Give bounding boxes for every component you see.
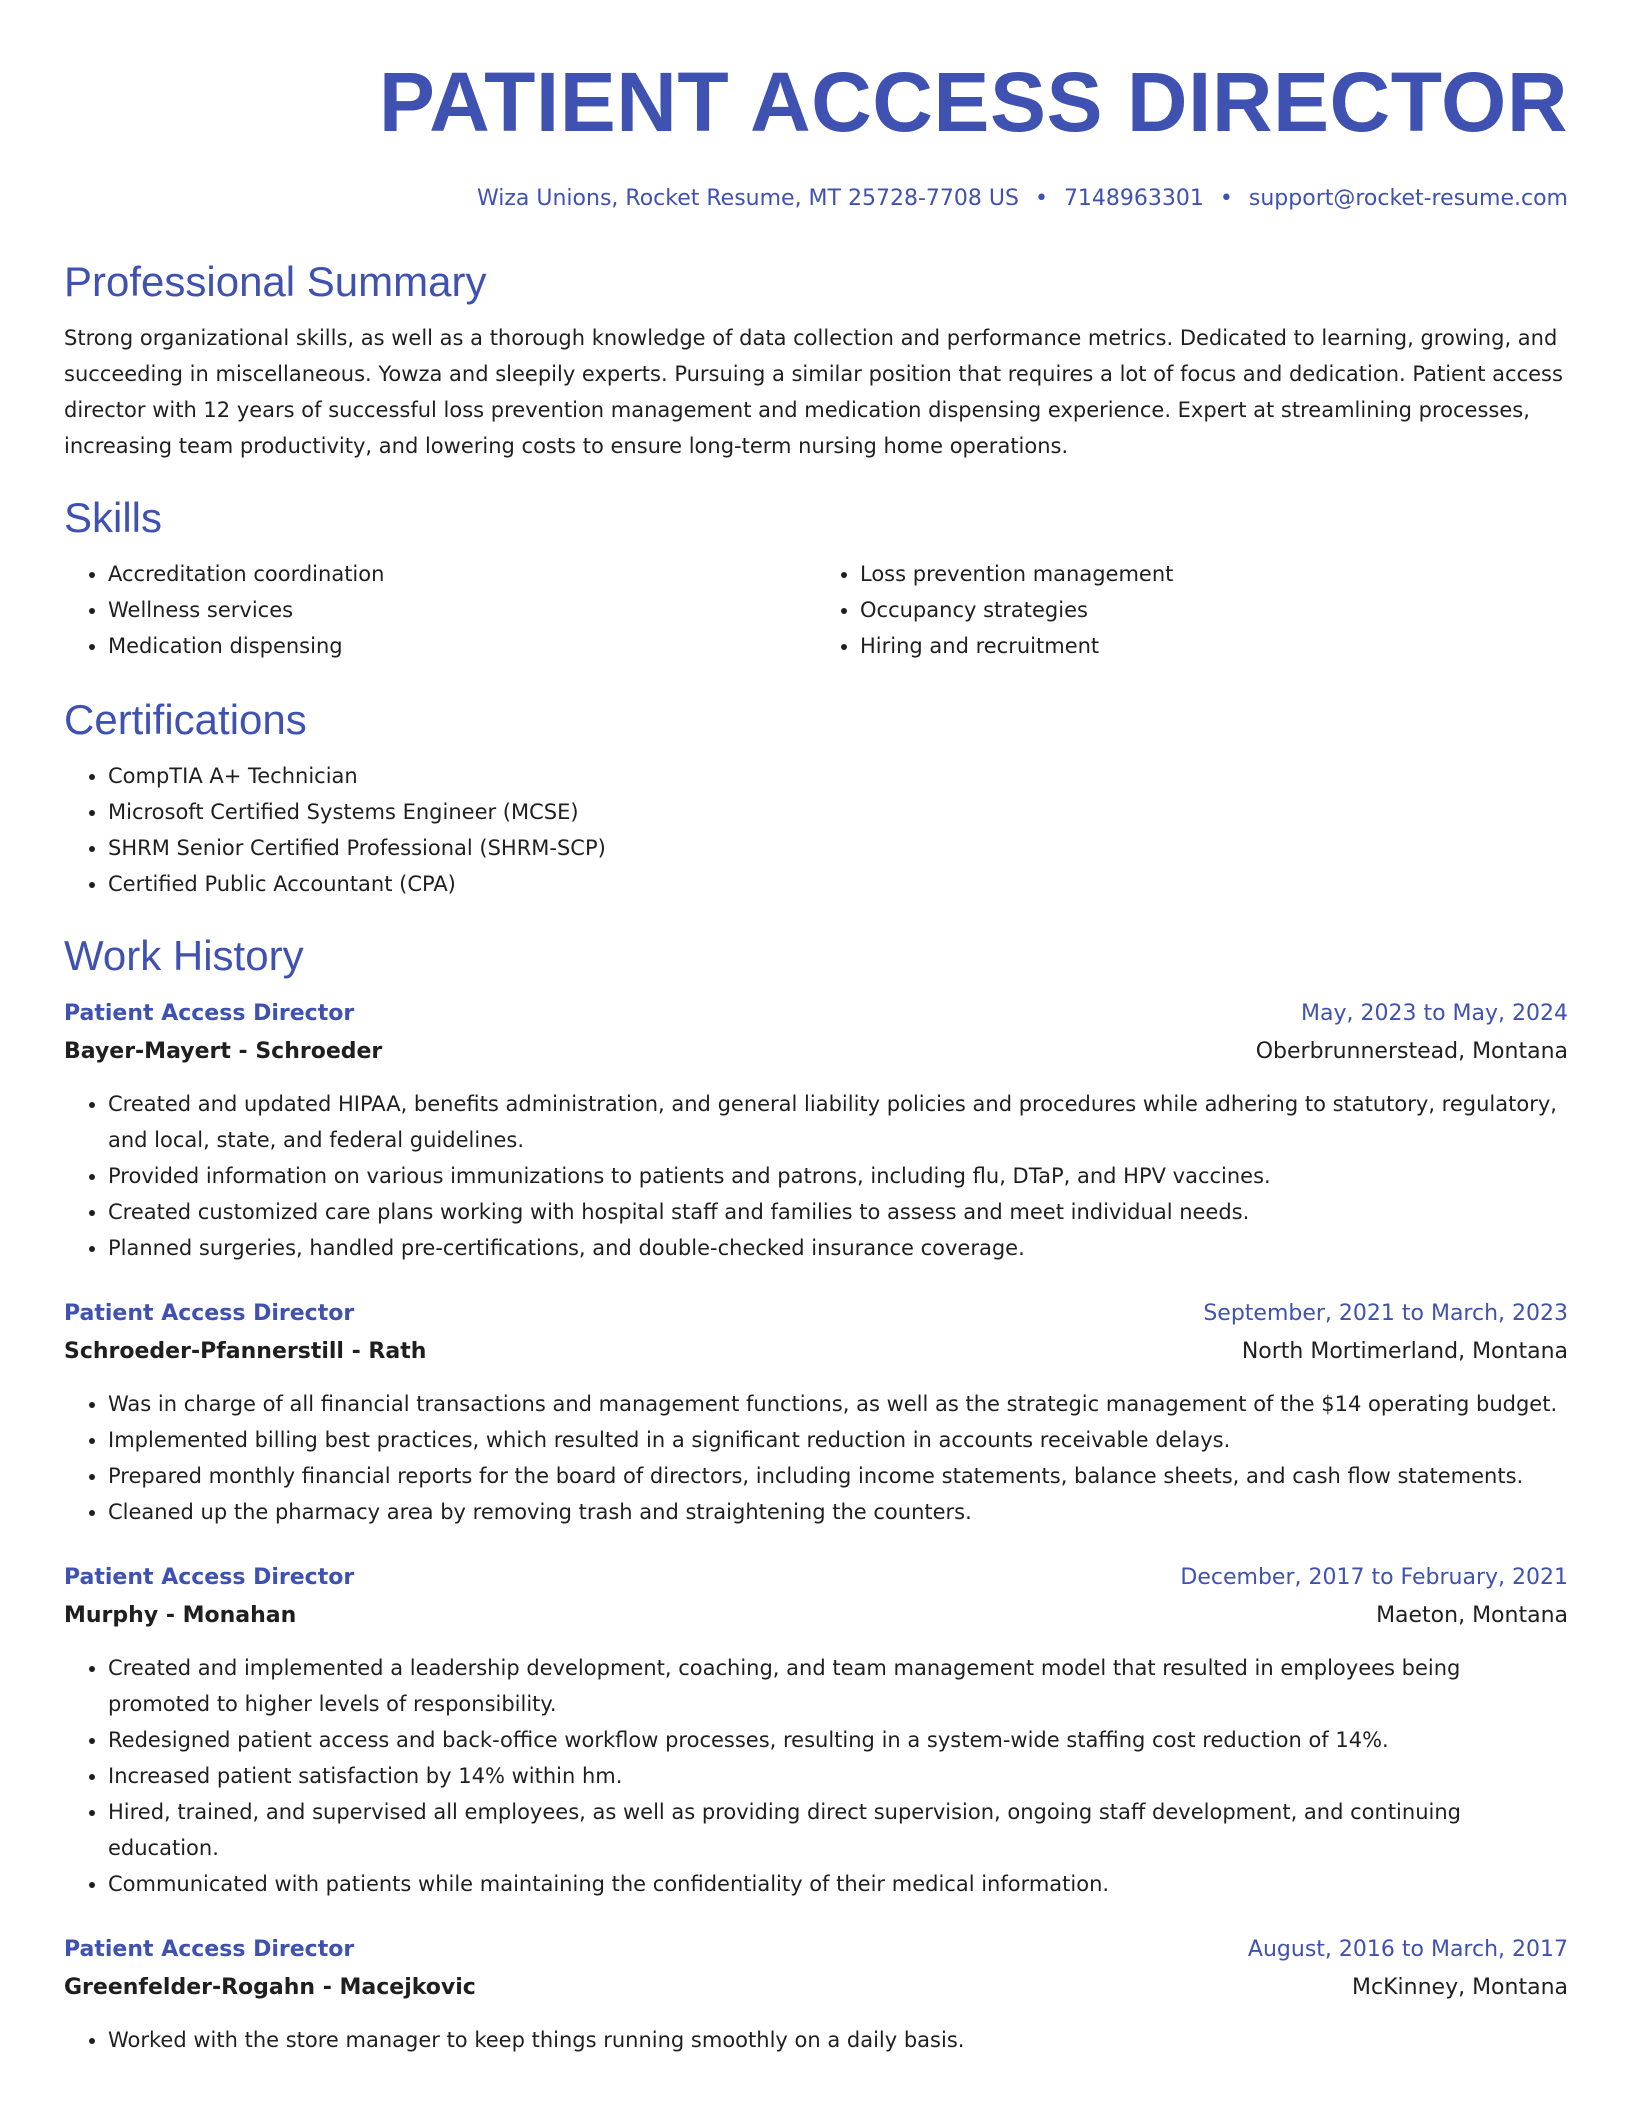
- certifications-section: [64, 696, 1568, 902]
- contact-address: Wiza Unions, Rocket Resume, MT 25728-7708 US: [476, 186, 1019, 211]
- skill-item: • Wellness services: [108, 592, 816, 628]
- contact-phone: 7148963301: [1063, 186, 1204, 211]
- job-title: Patient Access Director: [64, 1565, 355, 1590]
- job-bullet: • Increased patient satisfaction by 14% within hm.: [108, 1758, 1568, 1794]
- job-location: Maeton, Montana: [1376, 1603, 1568, 1628]
- job-bullet: • Cleaned up the pharmacy area by removing trash and straightening the counters.: [108, 1494, 1568, 1530]
- skills-list-left: [64, 556, 816, 664]
- contact-separator: •: [1219, 186, 1233, 211]
- job-bullet: • Communicated with patients while maintaining the confidentiality of their medical information.: [108, 1866, 1568, 1902]
- summary-text: Strong organizational skills, as well as a thorough knowledge of data collection and performance metrics. Dedicated to learning, growing, and succeeding in miscellaneous. Yowza and sleepily experts. Pursuing a similar position that requires a lot of focus and dedication. Patient access director with 12 years of successful loss prevention management and medication dispensing experience. Expert at streamlining processes, increasing team productivity, and lowering costs to ensure long-term nursing home operations.: [64, 326, 1563, 458]
- job-bullet: • Planned surgeries, handled pre-certifications, and double-checked insurance coverage.: [108, 1230, 1568, 1266]
- skill-item: • Medication dispensing: [108, 628, 816, 664]
- skill-item: • Occupancy strategies: [860, 592, 1568, 628]
- skills-list-right: [816, 556, 1568, 664]
- contact-email: support@rocket-resume.com: [1248, 186, 1568, 211]
- skills-section: [64, 494, 1568, 664]
- job-entry: [64, 1932, 1568, 2058]
- job-company: Murphy - Monahan: [64, 1603, 297, 1628]
- job-company: Bayer-Mayert - Schroeder: [64, 1039, 383, 1064]
- job-entry: [64, 1560, 1568, 1902]
- job-bullet-list: [64, 1650, 1568, 1902]
- job-bullet: • Created and updated HIPAA, benefits administration, and general liability policies and procedures while adhering to statutory, regulatory, and local, state, and federal guidelines.: [108, 1086, 1568, 1158]
- job-bullet: • Provided information on various immunizations to patients and patrons, including flu, DTaP, and HPV vaccines.: [108, 1158, 1568, 1194]
- certification-item: • CompTIA A+ Technician: [108, 758, 1568, 794]
- summary-heading: Professional Summary: [64, 258, 487, 305]
- job-dates: September, 2021 to March, 2023: [1203, 1301, 1568, 1326]
- certification-item: • Certified Public Accountant (CPA): [108, 866, 1568, 902]
- resume-title: PATIENT ACCESS DIRECTOR: [378, 55, 1568, 149]
- job-bullet: • Prepared monthly financial reports for the board of directors, including income statements, balance sheets, and cash flow statements.: [108, 1458, 1568, 1494]
- job-bullet-list: [64, 1386, 1568, 1530]
- job-bullet-list: [64, 1086, 1568, 1266]
- certifications-heading: Certifications: [64, 696, 307, 743]
- job-company: Schroeder-Pfannerstill - Rath: [64, 1339, 427, 1364]
- job-title: Patient Access Director: [64, 1301, 355, 1326]
- certification-item: • Microsoft Certified Systems Engineer (MCSE): [108, 794, 1568, 830]
- job-title: Patient Access Director: [64, 1001, 355, 1026]
- job-bullet-list: [64, 2022, 1568, 2058]
- contact-line: [64, 184, 1568, 214]
- job-bullet: • Was in charge of all financial transactions and management functions, as well as the strategic management of the $14 operating budget.: [108, 1386, 1568, 1422]
- job-bullet: • Worked with the store manager to keep things running smoothly on a daily basis.: [108, 2022, 1568, 2058]
- job-location: McKinney, Montana: [1352, 1975, 1568, 2000]
- job-bullet: • Redesigned patient access and back-office workflow processes, resulting in a system-wide staffing cost reduction of 14%.: [108, 1722, 1568, 1758]
- job-dates: May, 2023 to May, 2024: [1301, 1001, 1568, 1026]
- certification-item: • SHRM Senior Certified Professional (SHRM-SCP): [108, 830, 1568, 866]
- work-history-section: [64, 932, 1568, 2058]
- job-bullet: • Created and implemented a leadership development, coaching, and team management model that resulted in employees being promoted to higher levels of responsibility.: [108, 1650, 1568, 1722]
- skills-heading: Skills: [64, 494, 163, 541]
- skill-item: • Hiring and recruitment: [860, 628, 1568, 664]
- job-entry: [64, 996, 1568, 1266]
- skill-item: • Accreditation coordination: [108, 556, 816, 592]
- job-company: Greenfelder-Rogahn - Macejkovic: [64, 1975, 476, 2000]
- skills-grid: [64, 556, 1568, 664]
- job-bullet: • Implemented billing best practices, which resulted in a significant reduction in accounts receivable delays.: [108, 1422, 1568, 1458]
- contact-separator: •: [1034, 186, 1048, 211]
- job-location: North Mortimerland, Montana: [1241, 1339, 1568, 1364]
- job-dates: December, 2017 to February, 2021: [1180, 1565, 1568, 1590]
- job-title: Patient Access Director: [64, 1937, 355, 1962]
- work-history-heading: Work History: [64, 932, 304, 979]
- summary-section: [64, 258, 1568, 464]
- job-location: Oberbrunnerstead, Montana: [1255, 1039, 1568, 1064]
- certifications-list: [64, 758, 1568, 902]
- job-bullet: • Created customized care plans working with hospital staff and families to assess and meet individual needs.: [108, 1194, 1568, 1230]
- job-entry: [64, 1296, 1568, 1530]
- job-bullet: • Hired, trained, and supervised all employees, as well as providing direct supervision, ongoing staff development, and continuing education.: [108, 1794, 1568, 1866]
- skill-item: • Loss prevention management: [860, 556, 1568, 592]
- job-dates: August, 2016 to March, 2017: [1247, 1937, 1568, 1962]
